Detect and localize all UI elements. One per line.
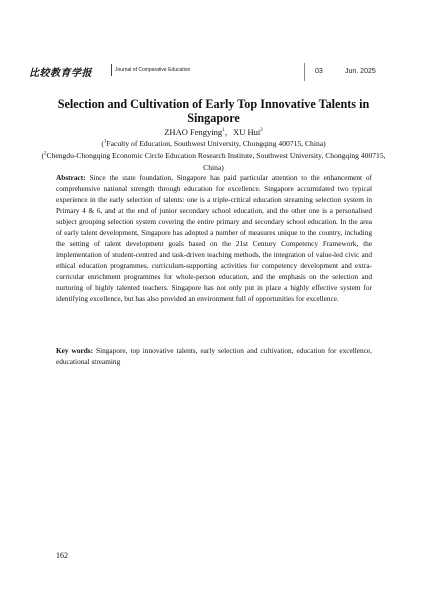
affiliation-text: Faculty of Education, Southwest University, Chongqing 400715, China) xyxy=(106,139,326,148)
affiliation-1 xyxy=(40,138,387,150)
author-name: XU Hui xyxy=(233,127,261,137)
keywords-label: Key words: xyxy=(56,346,94,355)
author-affiliation-mark: 1 xyxy=(222,128,225,134)
keywords-text: Singapore, top innovative talents, early selection and cultivation, education for excellence, educational streaming xyxy=(56,346,372,366)
author-name: ZHAO Fengying xyxy=(164,127,223,137)
page-number: 162 xyxy=(56,551,68,560)
issue-number: 03 xyxy=(315,68,323,75)
header-divider xyxy=(304,63,305,81)
affiliation-text: Chengdu-Chongqing Economic Circle Education Research Institute, Southwest University, Chongqing 400715, China) xyxy=(46,151,386,172)
affiliation-mark: 2 xyxy=(43,151,47,157)
affiliation-open-paren: ( xyxy=(41,151,44,160)
author-affiliation-mark: 2 xyxy=(260,128,263,134)
issue-date: Jun. 2025 xyxy=(345,68,376,75)
journal-name-english: Journal of Comparative Education xyxy=(115,67,191,73)
affiliation-mark: 1 xyxy=(103,139,107,145)
abstract-text: Since the state foundation, Singapore has paid particular attention to the enhancement of comprehensive national strength through education for excellence. Singapore accumulated two typical experience in the early selection of talents: one is a triple-critical education streaming selection system in Primary 4 & 6, and at the end of junior secondary school education, and the other one is a personalised subject grouping selection system covering the entire primary and secondary school education. In the area of early talent development, Singapore has adopted a number of measures unique to the country, including the setting of talent development goals based on the 21st Century Competency Framework, the implementation of student-centred and task-driven teaching methods, the integration of value-led civic and ethical education programmes, curriculum-supporting activities for competency development and extra-curricular enrichment programmes for whole-person education, and the emphasis on the selection and nurturing of highly talented teachers. Singapore has not only put in place a highly effective system for identifying excellence, but has also provided an environment full of opportunities for excellence. xyxy=(56,173,372,303)
affiliation-2 xyxy=(40,150,387,174)
abstract-label: Abstract: xyxy=(56,173,86,182)
journal-logo-chinese: 比较教育学报 xyxy=(29,68,92,79)
affiliation-open-paren: ( xyxy=(101,139,104,148)
article-title: Selection and Cultivation of Early Top Innovative Talents in Singapore xyxy=(57,97,370,125)
logo-divider xyxy=(111,64,112,76)
abstract xyxy=(56,172,372,304)
page-header xyxy=(0,0,427,90)
author-separator: ， xyxy=(224,127,234,137)
keywords xyxy=(56,345,372,367)
author-line xyxy=(40,127,387,137)
